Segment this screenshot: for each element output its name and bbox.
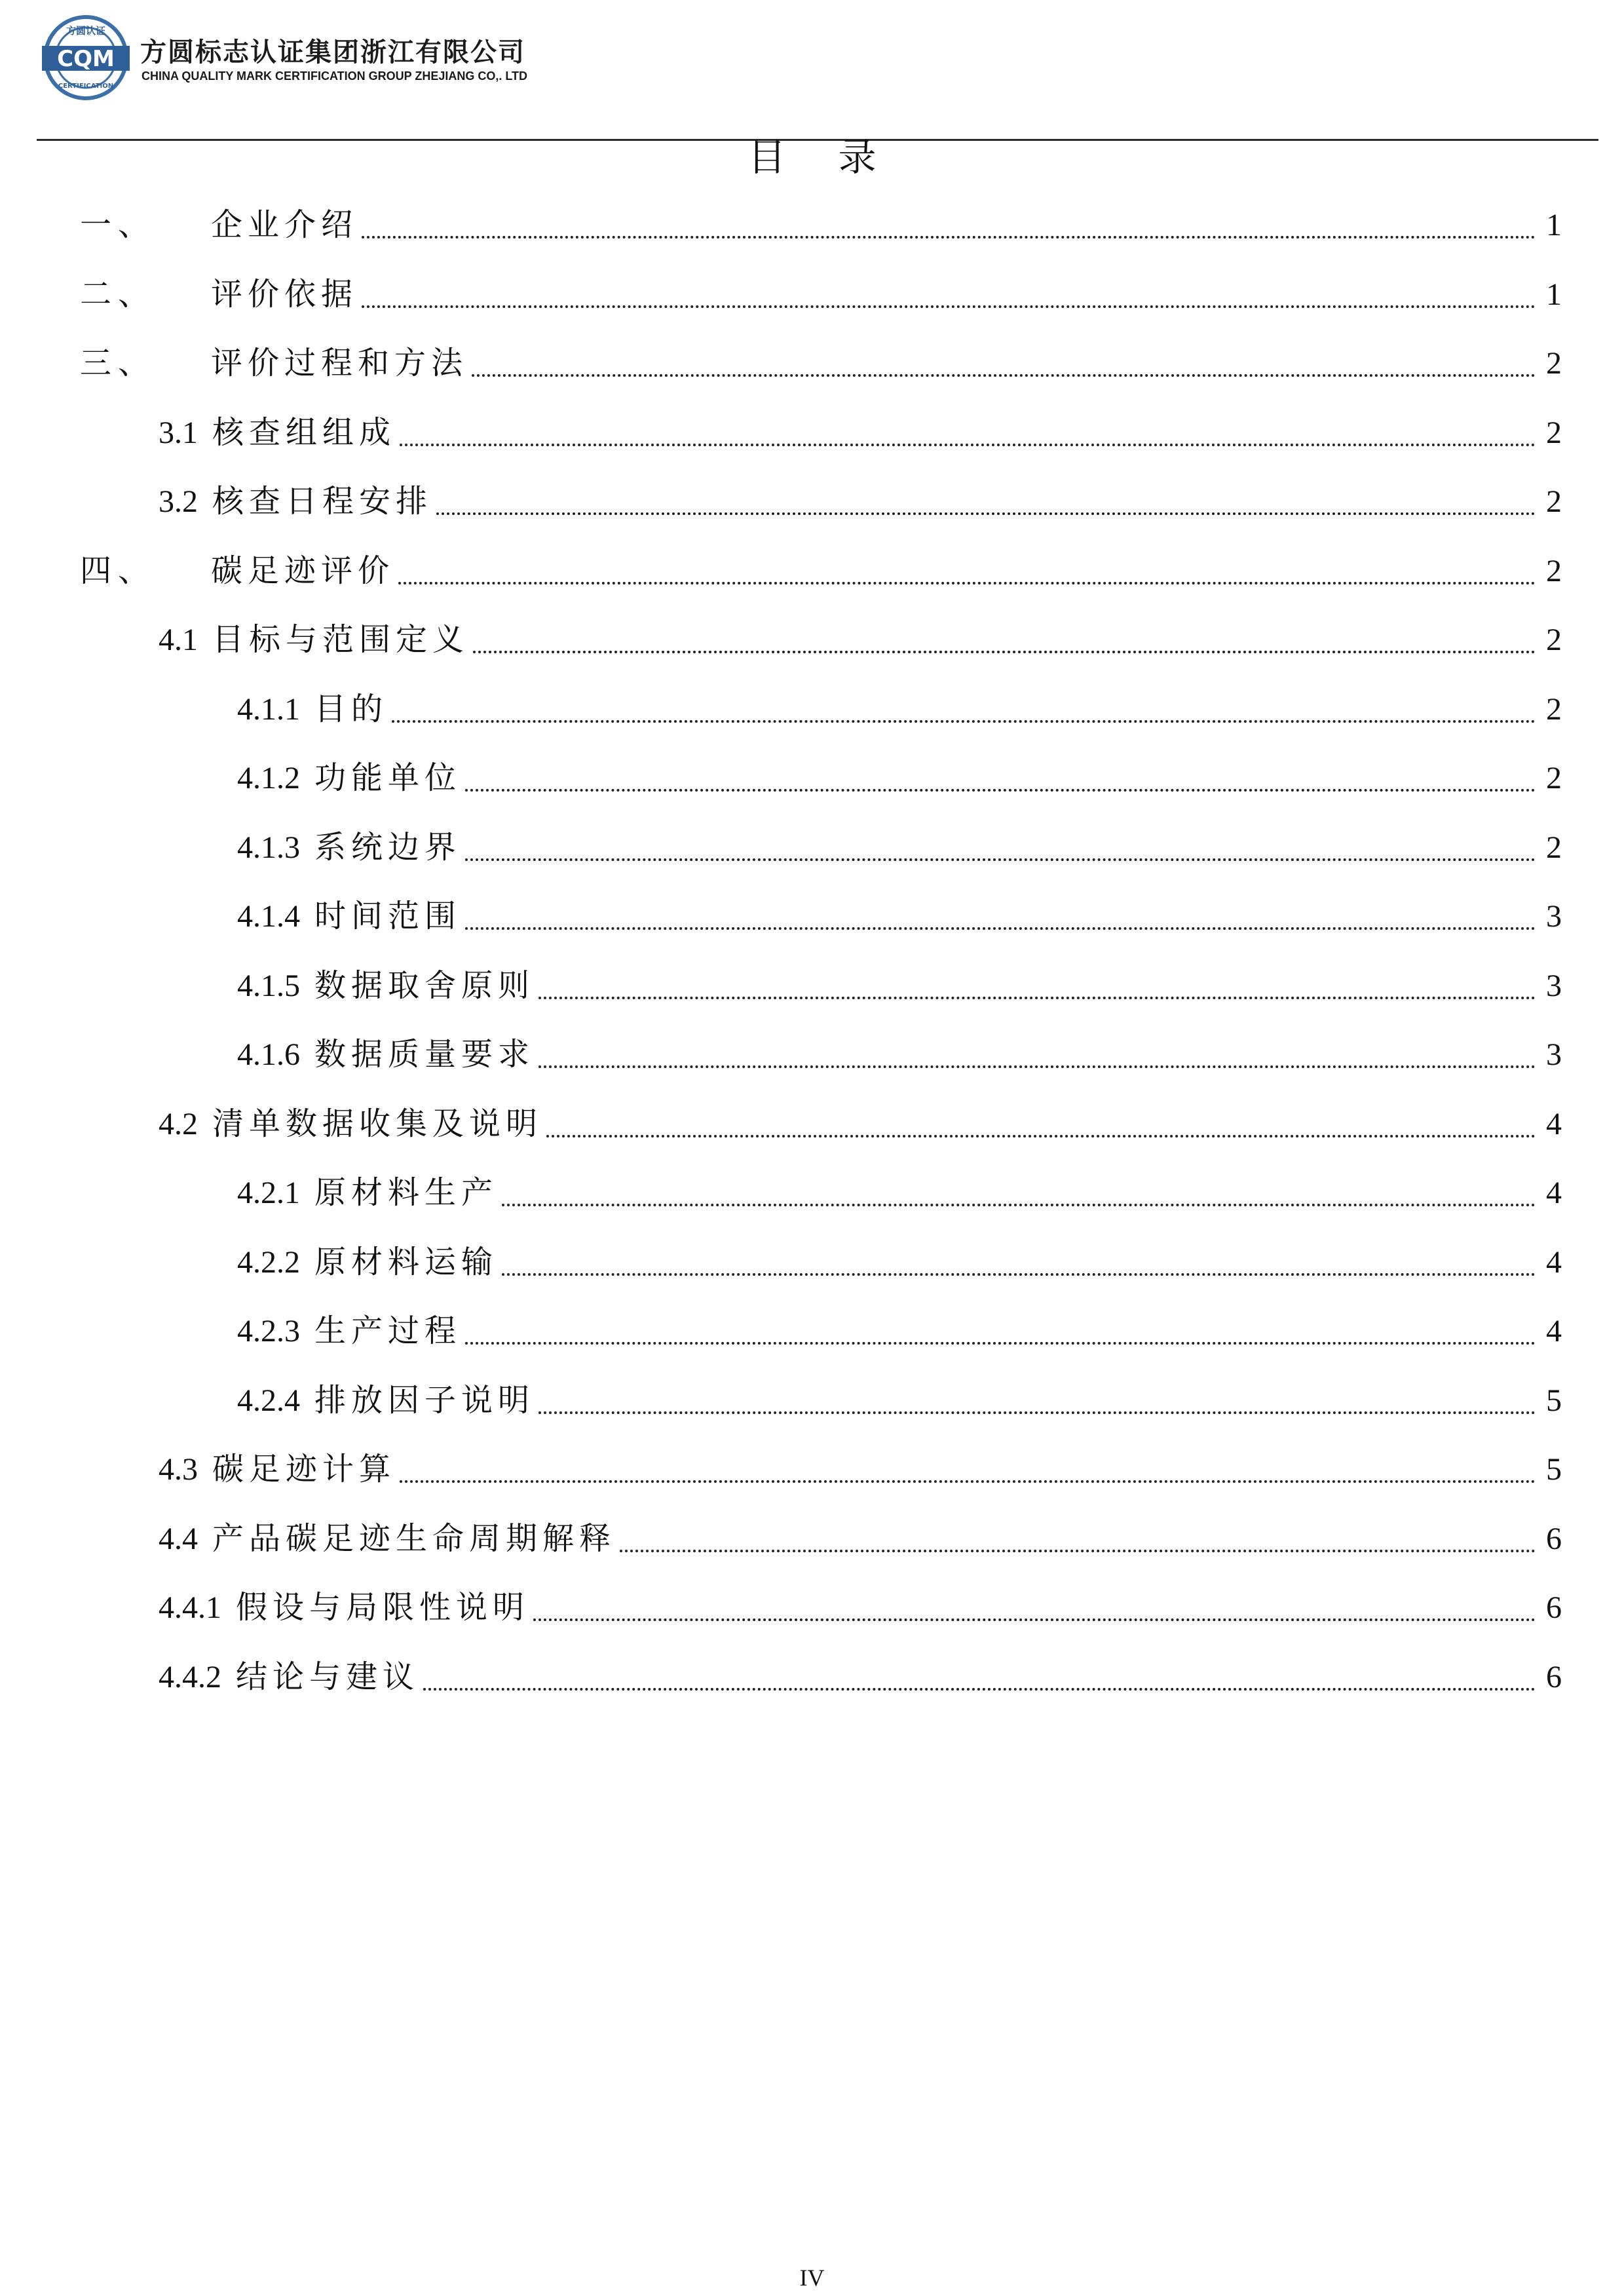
toc-entry-page: 6 xyxy=(1546,1590,1562,1625)
toc-entry-title: 评价依据 xyxy=(211,275,358,313)
toc-entry-title: 数据取舍原则 xyxy=(314,966,535,1004)
toc-entry-page: 6 xyxy=(1546,1659,1562,1694)
toc-entry-page: 3 xyxy=(1546,899,1562,934)
toc-entry-number: 4.1.6 xyxy=(237,1037,300,1072)
toc-entry xyxy=(159,1447,1562,1491)
toc-entry-title: 核查日程安排 xyxy=(212,483,433,520)
toc-dot-leader xyxy=(472,374,1536,377)
toc-entry xyxy=(237,1171,1562,1214)
toc-dot-leader xyxy=(538,1411,1536,1414)
toc-entry-number: 4.1.2 xyxy=(237,761,300,795)
toc-entry-page: 2 xyxy=(1546,761,1562,795)
toc-entry-number: 四、 xyxy=(80,552,157,589)
toc-entry-page: 2 xyxy=(1546,346,1562,381)
company-name-cn: 方圆标志认证集团浙江有限公司 xyxy=(140,37,525,67)
toc-dot-leader xyxy=(546,1135,1536,1138)
toc-entry xyxy=(237,1033,1562,1076)
toc-entry-title: 产品碳足迹生命周期解释 xyxy=(212,1520,616,1557)
toc-entry-number: 4.1.5 xyxy=(237,968,300,1003)
toc-entry-page: 3 xyxy=(1546,968,1562,1003)
toc-dot-leader xyxy=(473,651,1536,653)
toc-entry-number: 4.2.3 xyxy=(237,1314,300,1349)
toc-entry xyxy=(237,756,1562,799)
toc-entry xyxy=(237,687,1562,731)
toc-entry-page: 2 xyxy=(1546,691,1562,727)
toc-entry-number: 4.1.3 xyxy=(237,830,300,865)
toc-entry-title: 功能单位 xyxy=(314,759,462,796)
toc-entry-number: 4.2.4 xyxy=(237,1383,300,1418)
toc-entry xyxy=(237,964,1562,1007)
toc-entry-page: 4 xyxy=(1546,1244,1562,1280)
toc-entry xyxy=(237,1240,1562,1284)
toc-entry-number: 二、 xyxy=(80,275,157,313)
company-name-en: CHINA QUALITY MARK CERTIFICATION GROUP ZHEJIANG CO,. LTD xyxy=(142,69,527,83)
toc-dot-leader xyxy=(533,1618,1536,1621)
toc-entry-page: 2 xyxy=(1546,553,1562,588)
toc-entry-page: 2 xyxy=(1546,415,1562,450)
toc-entry-page: 1 xyxy=(1546,277,1562,312)
toc-entry-number: 4.4.1 xyxy=(159,1590,221,1625)
toc-entry-title: 原材料生产 xyxy=(314,1174,499,1211)
page-header xyxy=(37,12,1557,104)
toc-entry-title: 原材料运输 xyxy=(314,1243,499,1280)
toc-dot-leader xyxy=(538,1065,1536,1068)
toc-dot-leader xyxy=(502,1204,1536,1206)
toc-entry-page: 2 xyxy=(1546,830,1562,865)
toc-entry-number: 4.4 xyxy=(159,1521,198,1556)
toc-entry-title: 目的 xyxy=(314,690,388,727)
toc-entry-title: 假设与局限性说明 xyxy=(236,1589,530,1626)
toc-entry xyxy=(159,1102,1562,1145)
toc-dot-leader xyxy=(392,720,1536,723)
toc-entry xyxy=(159,411,1562,454)
toc-entry-number: 4.2.1 xyxy=(237,1176,300,1210)
toc-entry-title: 碳足迹计算 xyxy=(212,1451,396,1487)
toc-entry-page: 4 xyxy=(1546,1314,1562,1349)
toc-dot-leader xyxy=(398,582,1536,584)
toc-entry xyxy=(159,1655,1562,1698)
toc-entry xyxy=(80,341,1562,385)
toc-dot-leader xyxy=(465,927,1536,930)
toc-entry-number: 4.1.4 xyxy=(237,899,300,934)
toc-entry xyxy=(80,273,1562,316)
toc-entry xyxy=(159,1517,1562,1560)
toc-entry-page: 2 xyxy=(1546,622,1562,657)
toc-entry xyxy=(80,549,1562,592)
toc-entry-title: 核查组组成 xyxy=(212,413,396,451)
toc-entry-number: 4.2 xyxy=(159,1106,198,1141)
toc-entry-number: 4.1 xyxy=(159,622,198,657)
toc-entry-title: 生产过程 xyxy=(314,1312,462,1349)
toc-dot-leader xyxy=(436,512,1536,515)
toc-dot-leader xyxy=(502,1273,1536,1276)
toc-dot-leader xyxy=(362,236,1536,239)
toc-entry-page: 4 xyxy=(1546,1106,1562,1141)
toc-entry xyxy=(237,1379,1562,1422)
toc-entry-number: 4.2.2 xyxy=(237,1244,300,1280)
toc-entry-title: 评价过程和方法 xyxy=(211,345,468,381)
toc-entry-title: 数据质量要求 xyxy=(314,1036,535,1073)
toc-entry-number: 三、 xyxy=(80,345,157,381)
toc-entry-title: 排放因子说明 xyxy=(314,1381,535,1419)
logo-ring-top: 方圆认证 xyxy=(66,25,106,37)
toc-dot-leader xyxy=(538,997,1536,999)
toc-dot-leader xyxy=(465,1342,1536,1345)
toc-entry xyxy=(159,480,1562,523)
toc-entry xyxy=(159,618,1562,661)
toc-entry-page: 2 xyxy=(1546,484,1562,519)
page-number: IV xyxy=(799,2265,825,2291)
toc-dot-leader xyxy=(423,1688,1536,1691)
toc-entry-title: 碳足迹评价 xyxy=(211,552,395,589)
toc-entry-number: 4.1.1 xyxy=(237,691,300,727)
toc-entry-number: 4.3 xyxy=(159,1452,198,1487)
toc-entry-number: 一、 xyxy=(80,206,157,243)
toc-entry-page: 5 xyxy=(1546,1452,1562,1487)
toc-dot-leader xyxy=(362,305,1536,308)
toc-dot-leader xyxy=(400,444,1536,446)
toc-entry xyxy=(237,894,1562,938)
toc-dot-leader xyxy=(400,1480,1536,1483)
toc-dot-leader xyxy=(620,1550,1536,1552)
toc-entry-number: 3.2 xyxy=(159,484,198,519)
toc-entry-title: 时间范围 xyxy=(314,898,462,934)
toc-entry-title: 目标与范围定义 xyxy=(212,621,470,658)
toc-entry-page: 5 xyxy=(1546,1383,1562,1418)
logo-text: CQM xyxy=(57,46,115,72)
toc-entry xyxy=(237,826,1562,869)
toc-entry xyxy=(237,1309,1562,1352)
toc-entry-page: 3 xyxy=(1546,1037,1562,1072)
toc-entry-title: 系统边界 xyxy=(314,828,462,866)
toc-entry-page: 6 xyxy=(1546,1521,1562,1556)
toc-entry-title: 清单数据收集及说明 xyxy=(212,1105,543,1142)
toc-entry xyxy=(80,203,1562,246)
toc-dot-leader xyxy=(465,858,1536,861)
toc-dot-leader xyxy=(465,789,1536,792)
toc-entry xyxy=(159,1586,1562,1629)
toc-title: 目录 xyxy=(747,135,929,180)
toc-entry-number: 3.1 xyxy=(159,415,198,450)
toc-entry-title: 结论与建议 xyxy=(236,1658,420,1695)
toc-entry-title: 企业介绍 xyxy=(211,206,358,243)
toc-entry-page: 1 xyxy=(1546,208,1562,242)
cqm-logo xyxy=(37,12,135,104)
toc-entry-page: 4 xyxy=(1546,1176,1562,1210)
toc-entry-number: 4.4.2 xyxy=(159,1659,221,1694)
logo-ring-bottom: CERTIFICATION xyxy=(58,83,114,90)
